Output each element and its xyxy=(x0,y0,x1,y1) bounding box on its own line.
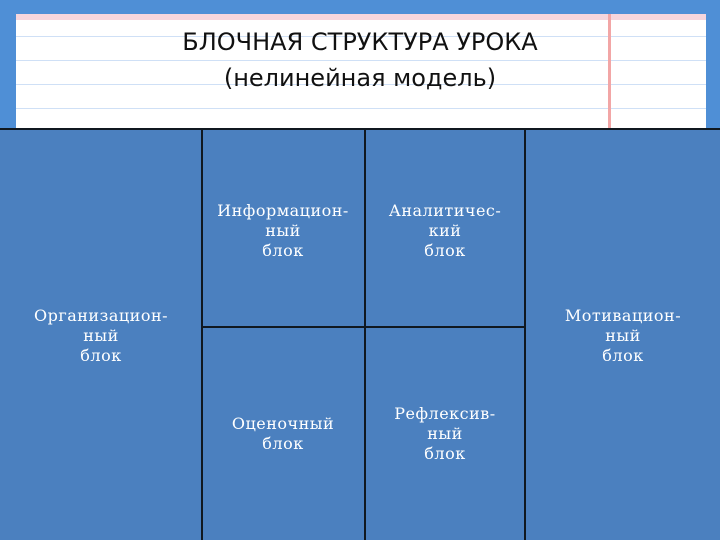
block-label-line: ный xyxy=(605,326,641,345)
paper-top-band xyxy=(16,14,706,20)
motivational-block xyxy=(528,306,718,366)
block-label-line: блок xyxy=(262,241,304,260)
organizational-block xyxy=(10,306,192,366)
divider-center xyxy=(364,128,366,540)
reflexive-block xyxy=(366,404,524,464)
block-label-line: кий xyxy=(428,221,462,240)
block-label-line: ный xyxy=(83,326,119,345)
title-line-2: (нелинейная модель) xyxy=(223,64,497,92)
paper-rule xyxy=(16,108,706,109)
block-label-line: Организацион- xyxy=(33,306,169,325)
block-label-line: Аналитичес- xyxy=(388,201,502,220)
divider-left xyxy=(201,128,203,540)
evaluative-block xyxy=(203,414,363,454)
diagram-top-border xyxy=(0,128,720,130)
informational-block xyxy=(203,201,363,261)
block-label-line: ный xyxy=(265,221,301,240)
block-label-line: блок xyxy=(602,346,644,365)
page-title xyxy=(0,24,720,96)
block-label-line: Рефлексив- xyxy=(394,404,496,423)
title-line-1: БЛОЧНАЯ СТРУКТУРА УРОКА xyxy=(182,28,538,56)
block-label-line: блок xyxy=(80,346,122,365)
analytical-block xyxy=(366,201,524,261)
block-label-line: блок xyxy=(262,434,304,453)
divider-right xyxy=(524,128,526,540)
block-label-line: Информацион- xyxy=(217,201,349,220)
block-label-line: блок xyxy=(424,444,466,463)
block-label-line: Оценочный xyxy=(231,414,335,433)
block-label-line: ный xyxy=(427,424,463,443)
block-label-line: Мотивацион- xyxy=(564,306,682,325)
block-diagram xyxy=(0,128,720,540)
block-label-line: блок xyxy=(424,241,466,260)
divider-middle xyxy=(201,326,525,328)
